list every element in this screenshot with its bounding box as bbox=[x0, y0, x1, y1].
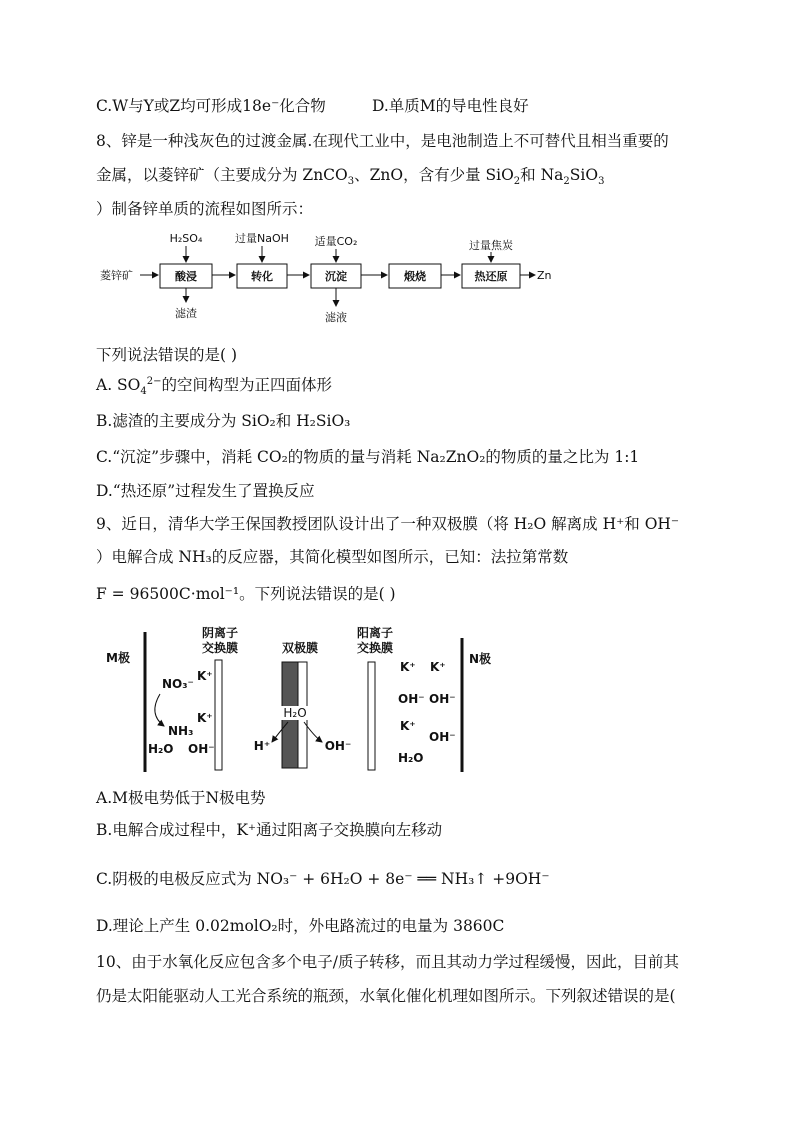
svg-text:过量NaOH: 过量NaOH bbox=[235, 232, 289, 245]
svg-text:OH⁻: OH⁻ bbox=[398, 692, 425, 706]
q8-option-d: D.“热还原”过程发生了置换反应 bbox=[96, 482, 315, 500]
q9-stem-line1: 9、近日，清华大学王保国教授团队设计出了一种双极膜（将 H₂O 解离成 H⁺和 OH⁻ bbox=[96, 515, 680, 533]
svg-text:K⁺: K⁺ bbox=[400, 660, 416, 674]
flow-input: 菱锌矿 bbox=[100, 269, 133, 282]
svg-text:酸浸: 酸浸 bbox=[175, 270, 197, 283]
svg-text:过量焦炭: 过量焦炭 bbox=[469, 239, 513, 252]
svg-text:OH⁻: OH⁻ bbox=[429, 692, 456, 706]
q7-option-c: C.W与Y或Z均可形成18e⁻化合物 bbox=[96, 97, 326, 115]
q9-electrolysis-diagram bbox=[100, 622, 520, 777]
svg-text:H₂SO₄: H₂SO₄ bbox=[169, 232, 203, 245]
q8-flowchart bbox=[95, 228, 555, 323]
q9-stem-line2: ）电解合成 NH₃的反应器，其简化模型如图所示，已知：法拉第常数 bbox=[96, 548, 569, 566]
svg-text:OH⁻: OH⁻ bbox=[188, 742, 215, 756]
svg-text:转化: 转化 bbox=[251, 270, 273, 283]
m-electrode-label: M极 bbox=[106, 651, 130, 665]
q9-option-d: D.理论上产生 0.02molO₂时，外电路流过的电量为 3860C bbox=[96, 917, 505, 935]
svg-text:阴离子: 阴离子 bbox=[201, 626, 239, 640]
cation-exchange-membrane bbox=[368, 662, 375, 770]
q8-question: 下列说法错误的是( ) bbox=[96, 346, 238, 364]
svg-text:OH⁻: OH⁻ bbox=[429, 730, 456, 744]
svg-text:H⁺: H⁺ bbox=[253, 739, 271, 753]
svg-text:K⁺: K⁺ bbox=[430, 660, 446, 674]
svg-text:滤液: 滤液 bbox=[325, 311, 347, 323]
svg-text:阳离子: 阳离子 bbox=[356, 626, 394, 640]
svg-text:K⁺: K⁺ bbox=[400, 719, 416, 733]
q10-stem-line1: 10、由于水氧化反应包含多个电子/质子转移，而且其动力学过程缓慢，因此，目前其 bbox=[96, 953, 679, 971]
q9-option-b: B.电解合成过程中，K⁺通过阳离子交换膜向左移动 bbox=[96, 821, 443, 839]
svg-text:OH⁻: OH⁻ bbox=[324, 739, 352, 753]
svg-text:H₂O: H₂O bbox=[283, 706, 307, 720]
svg-text:NO₃⁻: NO₃⁻ bbox=[162, 677, 194, 691]
q8-option-c: C.“沉淀”步骤中，消耗 CO₂的物质的量与消耗 Na₂ZnO₂的物质的量之比为 1:1 bbox=[96, 448, 640, 466]
svg-text:交换膜: 交换膜 bbox=[201, 641, 239, 655]
svg-text:交换膜: 交换膜 bbox=[356, 641, 394, 655]
svg-text:H₂O: H₂O bbox=[148, 742, 174, 756]
svg-text:NH₃: NH₃ bbox=[168, 724, 194, 738]
svg-text:热还原: 热还原 bbox=[474, 270, 508, 283]
n-electrode-label: N极 bbox=[469, 652, 492, 666]
flow-output: Zn bbox=[537, 269, 552, 282]
anion-exchange-membrane bbox=[215, 660, 222, 770]
q9-option-a: A.M极电势低于N极电势 bbox=[96, 789, 266, 807]
q10-stem-line2: 仍是太阳能驱动人工光合系统的瓶颈，水氧化催化机理如图所示。下列叙述错误的是( bbox=[96, 987, 676, 1005]
q9-stem-line3: F = 96500C·mol⁻¹。下列说法错误的是( ) bbox=[96, 585, 396, 603]
q7-option-d: D.单质M的导电性良好 bbox=[372, 97, 529, 115]
q8-option-a: A. $SO_4^{2-}$的空间构型为正四面体形 bbox=[96, 375, 333, 398]
svg-text:煅烧: 煅烧 bbox=[404, 270, 426, 283]
svg-text:双极膜: 双极膜 bbox=[281, 641, 319, 655]
q8-stem-line1: 8、锌是一种浅灰色的过渡金属.在现代工业中，是电池制造上不可替代且相当重要的 bbox=[96, 132, 669, 150]
svg-text:适量CO₂: 适量CO₂ bbox=[314, 235, 358, 248]
q8-stem-line3: ）制备锌单质的流程如图所示： bbox=[96, 200, 314, 218]
q8-option-b: B.滤渣的主要成分为 SiO₂和 H₂SiO₃ bbox=[96, 412, 351, 430]
q8-stem-line2: 金属，以菱锌矿（主要成分为 ZnCO$_3$、ZnO，含有少量 SiO$_2$和 $Na_2SiO_3$ bbox=[96, 166, 605, 188]
svg-text:K⁺: K⁺ bbox=[197, 711, 213, 725]
q9-option-c: C.阴极的电极反应式为 NO₃⁻ + 6H₂O + 8e⁻ ══ NH₃↑ +9OH⁻ bbox=[96, 870, 550, 888]
svg-text:滤渣: 滤渣 bbox=[175, 307, 197, 320]
svg-text:K⁺: K⁺ bbox=[197, 669, 213, 683]
svg-text:H₂O: H₂O bbox=[398, 751, 424, 765]
svg-text:沉淀: 沉淀 bbox=[325, 270, 347, 283]
